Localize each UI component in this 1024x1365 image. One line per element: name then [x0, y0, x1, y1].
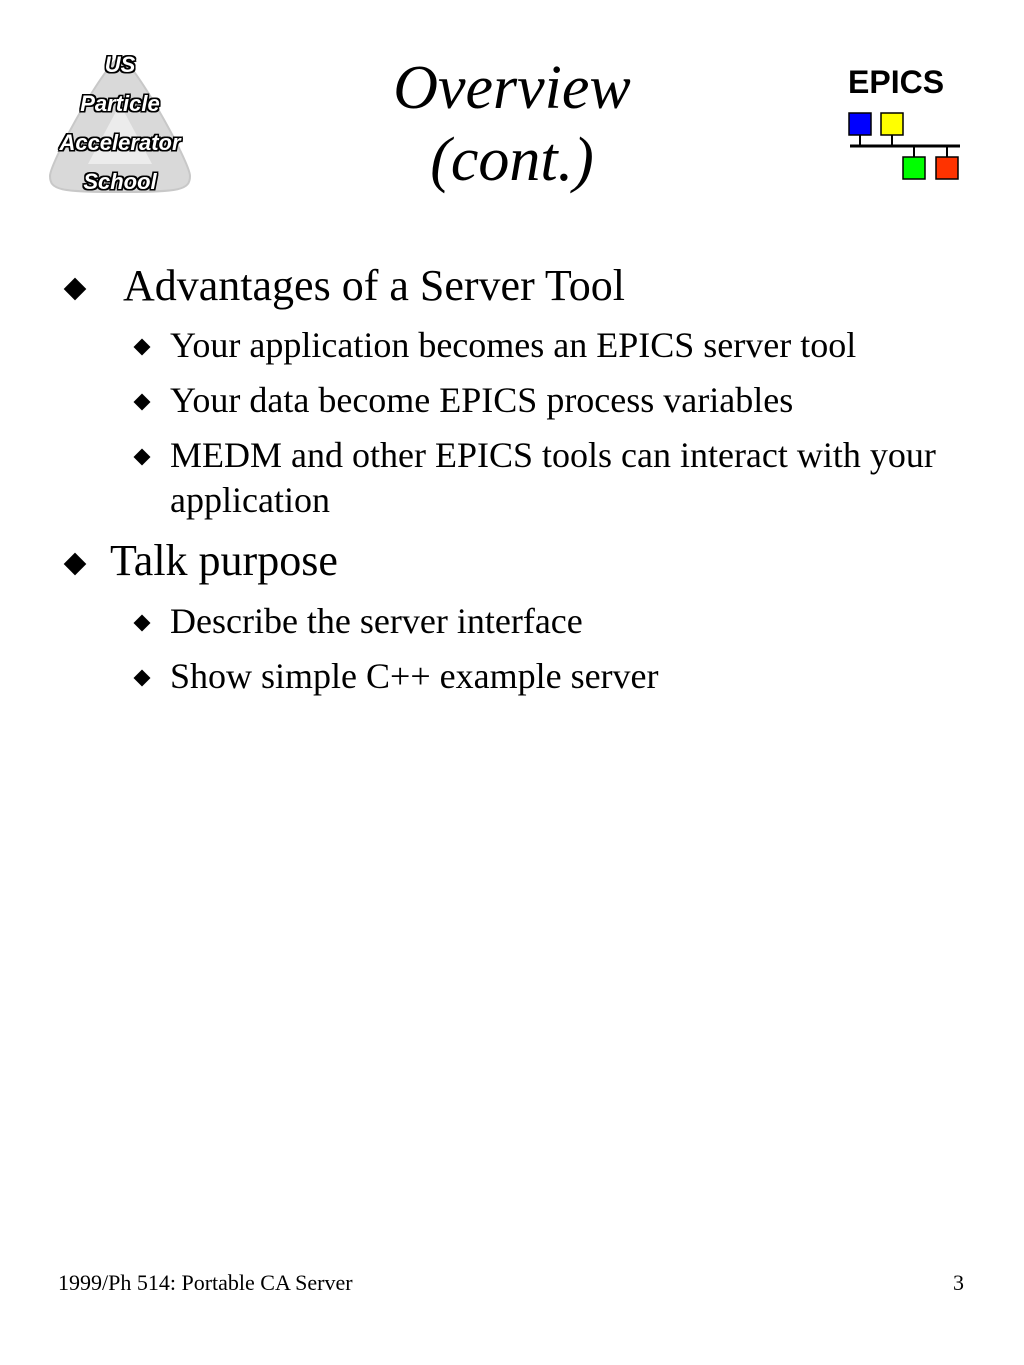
uspas-logo: [40, 52, 200, 202]
sub-bullet-item: Your application becomes an EPICS server tool: [170, 325, 857, 365]
sub-bullet-diamond-icon: [136, 617, 148, 629]
epics-network-icon: [846, 64, 966, 184]
epics-blue-node: [849, 113, 871, 135]
bullet-advantages: Advantages of a Server Tool: [123, 261, 625, 310]
bullet-diamond-icon: [67, 556, 83, 572]
epics-green-node: [903, 157, 925, 179]
sub-bullet-item: Your data become EPICS process variables: [170, 380, 794, 420]
sub-bullet-item: Show simple C++ example server: [170, 656, 659, 696]
sub-bullet-diamond-icon: [136, 451, 148, 463]
footer-page-number: 3: [953, 1270, 964, 1295]
logo-text-particle: Particle: [80, 91, 160, 116]
epics-logo-text: EPICS: [848, 64, 945, 100]
sub-bullet-diamond-icon: [136, 396, 148, 408]
sub-bullet-item: MEDM and other EPICS tools can interact with your application: [170, 435, 936, 520]
sub-bullet-diamond-icon: [136, 341, 148, 353]
slide-title-line-2: (cont.): [430, 126, 594, 194]
slide-title-line-1: Overview: [393, 54, 631, 122]
footer-course-label: 1999/Ph 514: Portable CA Server: [58, 1270, 353, 1295]
bullet-talk-purpose: Talk purpose: [110, 536, 338, 585]
logo-text-us: US: [104, 52, 136, 77]
slide-title: [312, 52, 712, 196]
sub-bullet-diamond-icon: [136, 672, 148, 684]
bullet-diamond-icon: [67, 281, 83, 297]
epics-yellow-node: [881, 113, 903, 135]
logo-text-school: School: [83, 169, 157, 194]
epics-red-node: [936, 157, 958, 179]
logo-text-accelerator: Accelerator: [59, 130, 181, 155]
epics-logo: [846, 64, 966, 184]
sub-bullet-item: Describe the server interface: [170, 601, 583, 641]
